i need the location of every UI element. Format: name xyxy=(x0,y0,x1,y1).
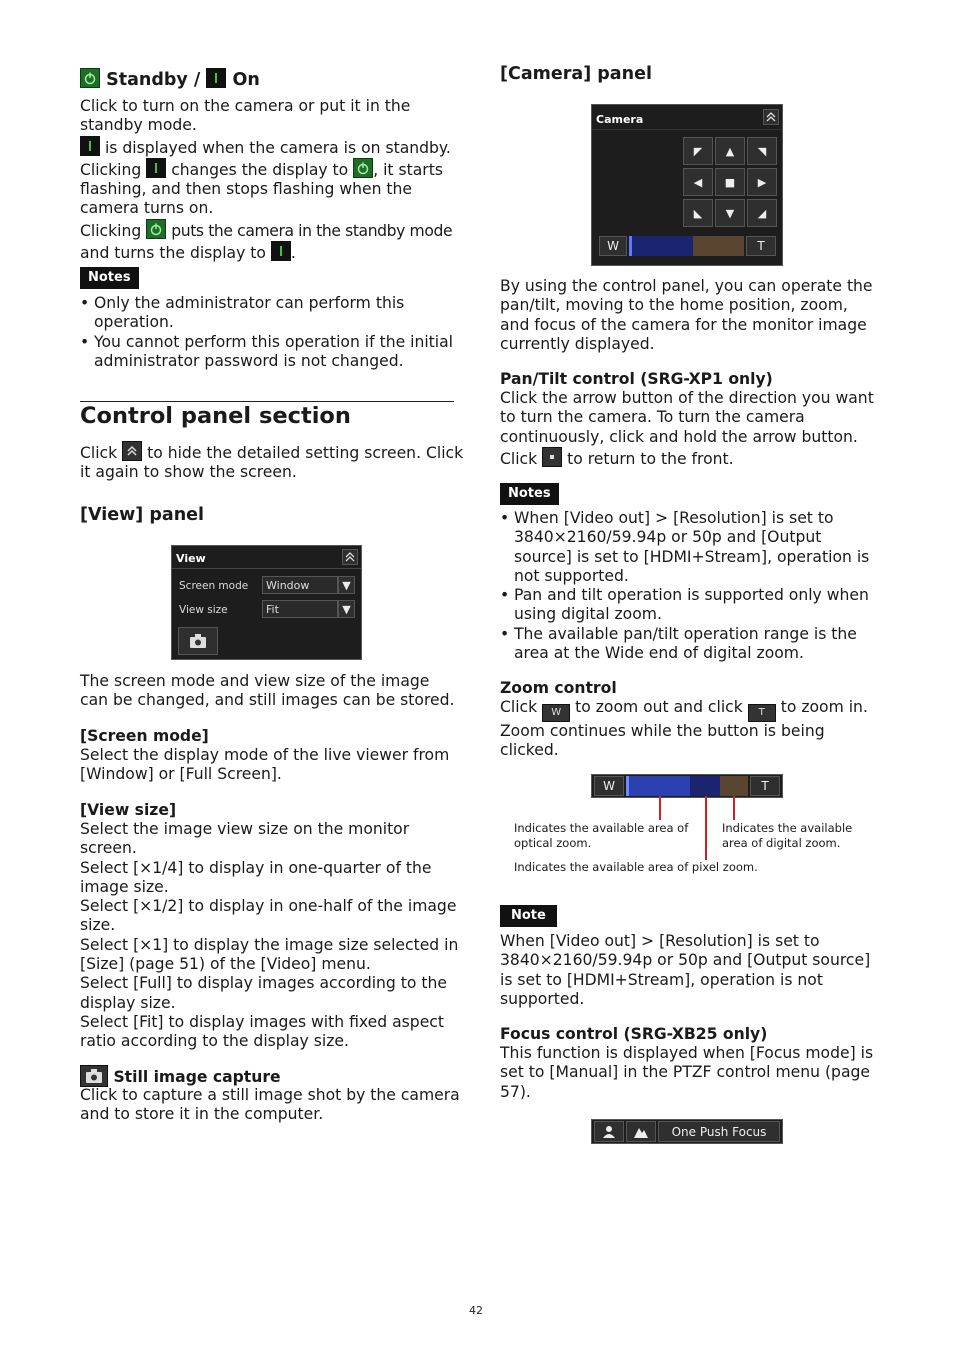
collapse-button[interactable] xyxy=(763,109,779,125)
home-dot-icon xyxy=(542,447,562,467)
on-icon xyxy=(146,158,166,178)
view-size-line: Select [×1/2] to display in one-half of the image size. xyxy=(80,897,457,935)
camera-icon xyxy=(189,633,207,649)
control-panel-title: Control panel section xyxy=(80,403,351,429)
zoom-wide-button[interactable]: W xyxy=(599,236,627,256)
camera-panel-title: [Camera] panel xyxy=(500,64,652,84)
text: Click xyxy=(80,444,118,462)
text: to zoom in. xyxy=(780,698,868,716)
pan-left-button[interactable] xyxy=(683,168,713,196)
page-number: 42 xyxy=(469,1304,483,1317)
pantilt-title: Pan/Tilt control (SRG-XP1 only) xyxy=(500,370,773,388)
still-title: Still image capture xyxy=(113,1068,281,1086)
list-item: • You cannot perform this operation if the initial administrator password is not changed. xyxy=(80,333,455,372)
arrow-down-right-icon: ◢ xyxy=(757,206,767,220)
mountain-icon xyxy=(633,1125,649,1139)
one-push-focus-button[interactable]: One Push Focus xyxy=(658,1121,780,1142)
arrow-right-icon: ▶ xyxy=(757,175,767,189)
text: Click xyxy=(500,449,538,468)
zoom-digital-area xyxy=(693,236,744,256)
pantilt-notes xyxy=(500,509,875,663)
view-panel-desc: The screen mode and view size of the image can be changed, and still images can be stored. xyxy=(80,672,455,710)
callout-line-pixel xyxy=(705,796,707,860)
list-item: • The available pan/tilt operation range is the area at the Wide end of digital zoom. xyxy=(500,625,875,664)
pantilt-desc-b xyxy=(500,447,878,469)
standby-line-b xyxy=(80,158,455,180)
screen-mode-desc: Select the display mode of the live viewer from [Window] or [Full Screen]. xyxy=(80,746,450,784)
pan-down-left-button[interactable] xyxy=(683,199,713,227)
standby-line-c: flashing, and then stops flashing when the xyxy=(80,180,413,199)
collapse-icon xyxy=(344,551,356,563)
text: to zoom out and click xyxy=(575,698,743,716)
text: changes the display to xyxy=(171,160,349,179)
view-size-desc xyxy=(80,820,460,1052)
standby-icon xyxy=(353,158,373,178)
note-badge xyxy=(500,904,557,927)
focus-desc: This function is displayed when [Focus mode] is set to [Manual] in the PTZF control menu (page 57). xyxy=(500,1044,874,1101)
pan-down-right-button[interactable] xyxy=(747,199,777,227)
arrow-down-left-icon: ◣ xyxy=(693,206,703,220)
note-label: Note xyxy=(500,905,557,927)
on-icon xyxy=(206,68,226,88)
callout-digital: Indicates the available area of digital zoom. xyxy=(722,821,853,850)
collapse-button[interactable] xyxy=(342,549,358,565)
text: Clicking xyxy=(80,221,142,240)
zoom-bar-diagram xyxy=(591,774,783,798)
pantilt-desc xyxy=(500,389,878,469)
standby-line-a-text: is displayed when the camera is on standby. xyxy=(104,138,451,157)
notes-badge xyxy=(500,482,559,505)
zoom-note: When [Video out] > [Resolution] is set to 3840×2160/59.94p or 50p and [Output source] is set to [HDMI+Stream], operation is not supported. xyxy=(500,932,871,1008)
callout-line-optical xyxy=(659,796,661,820)
pan-up-right-button[interactable] xyxy=(747,137,777,165)
zoom-tele-button[interactable]: T xyxy=(746,236,776,256)
list-item: • Only the administrator can perform this operation. xyxy=(80,294,455,333)
focus-title: Focus control (SRG-XB25 only) xyxy=(500,1025,768,1043)
camera-panel-desc: By using the control panel, you can operate the pan/tilt, moving to the home position, zoom, and focus of the camera for the monitor image currently displayed. xyxy=(500,277,873,353)
text: , it starts xyxy=(373,160,443,179)
notes-label: Notes xyxy=(500,483,559,505)
chevron-down-icon[interactable]: ▼ xyxy=(338,576,355,594)
view-size-line: Select [×1/4] to display in one-quarter of the image size. xyxy=(80,858,432,896)
notes-label: Notes xyxy=(80,267,139,289)
control-panel-body xyxy=(80,441,464,483)
camera-panel-ui xyxy=(591,104,783,266)
list-item: • When [Video out] > [Resolution] is set to 3840×2160/59.94p or 50p and [Output source] is set to [HDMI+Stream], operation is not supported. xyxy=(500,509,875,586)
view-panel-header: View xyxy=(176,552,206,565)
standby-body xyxy=(80,97,455,263)
standby-line-e xyxy=(80,219,455,241)
text: to hide the detailed setting screen. Click xyxy=(147,444,464,462)
still-desc: Click to capture a still image shot by the camera and to store it in the computer. xyxy=(80,1086,460,1124)
arrow-left-icon: ◀ xyxy=(693,175,703,189)
on-icon xyxy=(271,241,291,261)
pantilt-desc-a: Click the arrow button of the direction you want to turn the camera. To turn the camera continuously, click and hold the arrow button. xyxy=(500,389,874,446)
focus-bar xyxy=(591,1119,783,1144)
on-title: On xyxy=(232,70,260,90)
home-dot-icon: ■ xyxy=(724,175,736,189)
screen-mode-select[interactable]: Window xyxy=(262,576,338,594)
arrow-up-icon: ▲ xyxy=(725,144,735,158)
collapse-icon xyxy=(122,441,142,461)
screen-mode-label: Screen mode xyxy=(179,580,249,592)
divider xyxy=(172,568,361,569)
view-size-line: Select [×1] to display the image size selected in [Size] (page 51) of the [Video] menu. xyxy=(80,935,459,974)
standby-icon xyxy=(80,68,100,88)
divider xyxy=(592,129,782,130)
arrow-down-icon: ▼ xyxy=(725,206,735,220)
pan-right-button[interactable] xyxy=(747,168,777,196)
zoom-digital-area xyxy=(720,776,748,796)
zoom-wide-button: W xyxy=(594,776,624,796)
callout-line-digital xyxy=(733,796,735,820)
zoom-tele-icon: T xyxy=(748,704,776,722)
text: and turns the display to xyxy=(80,244,266,263)
screen-mode-title: [Screen mode] xyxy=(80,727,209,745)
view-size-line: Select [Fit] to display images with fixed aspect ratio according to the display size. xyxy=(80,1012,444,1051)
standby-line-d: camera turns on. xyxy=(80,199,214,218)
home-button[interactable] xyxy=(715,168,745,196)
tilt-down-button[interactable] xyxy=(715,199,745,227)
text: Click xyxy=(500,698,538,716)
view-size-title: [View size] xyxy=(80,801,177,819)
zoom-desc xyxy=(500,698,878,761)
view-panel-title: [View] panel xyxy=(80,505,205,525)
focus-far-button[interactable] xyxy=(626,1121,656,1142)
still-capture-heading xyxy=(80,1065,281,1087)
camera-panel-header: Camera xyxy=(596,113,644,126)
view-size-label: View size xyxy=(179,604,228,616)
standby-para1: Click to turn on the camera or put it in the standby mode. xyxy=(80,97,411,135)
zoom-optical-area xyxy=(632,236,693,256)
standby-heading xyxy=(80,68,260,91)
text: to return to the front. xyxy=(567,449,734,468)
zoom-title: Zoom control xyxy=(500,679,617,697)
view-panel-ui xyxy=(171,545,362,660)
chevron-down-icon[interactable]: ▼ xyxy=(338,600,355,618)
control-panel-line2: it again to show the screen. xyxy=(80,463,297,482)
control-panel-line1 xyxy=(80,441,464,463)
standby-notes xyxy=(80,294,455,371)
pan-up-left-button[interactable] xyxy=(683,137,713,165)
arrow-up-right-icon: ◥ xyxy=(757,144,767,158)
text: Clicking xyxy=(80,160,142,179)
notes-badge xyxy=(80,266,139,289)
standby-line-a xyxy=(80,136,455,158)
arrow-up-left-icon: ◤ xyxy=(693,144,703,158)
still-capture-button[interactable] xyxy=(178,627,218,655)
tilt-up-button[interactable] xyxy=(715,137,745,165)
zoom-optical-area xyxy=(629,776,690,796)
text: . xyxy=(290,244,296,263)
view-size-select[interactable]: Fit xyxy=(262,600,338,618)
view-size-line: Select [Full] to display images according to the display size. xyxy=(80,974,447,1012)
zoom-pixel-area xyxy=(690,776,720,796)
zoom-wide-icon: W xyxy=(542,704,570,722)
view-size-line: Select the image view size on the monitor screen. xyxy=(80,820,410,858)
person-icon xyxy=(602,1125,616,1139)
collapse-icon xyxy=(765,111,777,123)
focus-near-button[interactable] xyxy=(594,1121,624,1142)
on-icon xyxy=(80,136,100,156)
camera-icon xyxy=(80,1065,108,1087)
standby-icon xyxy=(146,219,166,239)
list-item: • Pan and tilt operation is supported only when using digital zoom. xyxy=(500,586,875,625)
text: puts the camera in the standby mode xyxy=(171,221,453,240)
zoom-line1 xyxy=(500,698,878,722)
zoom-line2: Zoom continues while the button is being clicked. xyxy=(500,722,825,760)
zoom-tele-button: T xyxy=(750,776,780,796)
callout-pixel: Indicates the available area of pixel zoom. xyxy=(514,860,758,874)
callout-optical: Indicates the available area of optical zoom. xyxy=(514,821,689,850)
standby-title: Standby / xyxy=(106,70,201,90)
standby-line-f xyxy=(80,241,455,263)
